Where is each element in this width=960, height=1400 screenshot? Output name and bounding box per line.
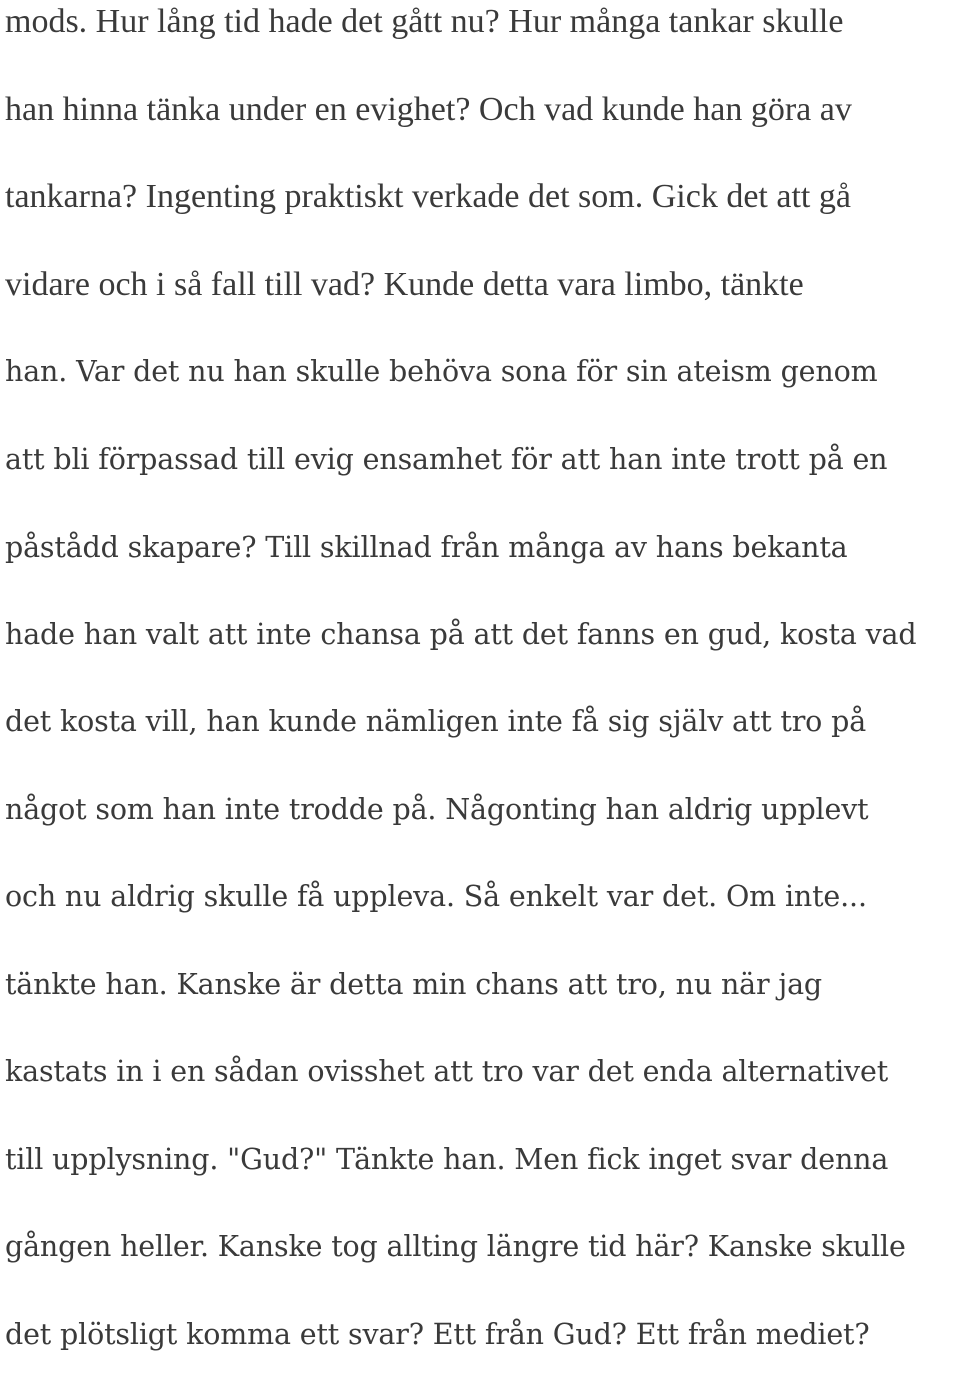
text-line-8: hade han valt att inte chansa på att det fanns en gud, kosta vad [5, 613, 960, 701]
text-line-9: det kosta vill, han kunde nämligen inte få sig själv att tro på [5, 700, 960, 788]
text-line-7-part-2: Till skillnad från många av hans bekanta [256, 531, 847, 564]
text-line-12: tänkte han. Kanske är detta min chans att tro, nu när jag [5, 963, 960, 1051]
text-line-13: kastats in i en sådan ovisshet att tro var det enda alternativet [5, 1050, 960, 1138]
text-line-2: han hinna tänka under en evighet? Och vad kunde han göra av [5, 88, 960, 176]
text-line-14: till upplysning. "Gud?" Tänkte han. Men fick inget svar denna [5, 1138, 960, 1226]
text-line-4: vidare och i så fall till vad? Kunde detta vara limbo, tänkte [5, 263, 960, 351]
text-line-1: mods. Hur lång tid hade det gått nu? Hur många tankar skulle [5, 0, 960, 88]
text-line-7 [5, 525, 960, 613]
text-line-7-part-1: påstådd skapare? [5, 531, 256, 564]
text-line-6: att bli förpassad till evig ensamhet för att han inte trott på en [5, 438, 960, 526]
text-line-15: gången heller. Kanske tog allting längre tid här? Kanske skulle [5, 1225, 960, 1313]
text-line-11: och nu aldrig skulle få uppleva. Så enkelt var det. Om inte... [5, 875, 960, 963]
text-line-5: han. Var det nu han skulle behöva sona för sin ateism genom [5, 350, 960, 438]
text-line-10: något som han inte trodde på. Någonting han aldrig upplevt [5, 788, 960, 876]
text-line-16: det plötsligt komma ett svar? Ett från Gud? Ett från mediet? [5, 1313, 960, 1400]
body-text [5, 0, 960, 1400]
text-line-3: tankarna? Ingenting praktiskt verkade det som. Gick det att gå [5, 175, 960, 263]
